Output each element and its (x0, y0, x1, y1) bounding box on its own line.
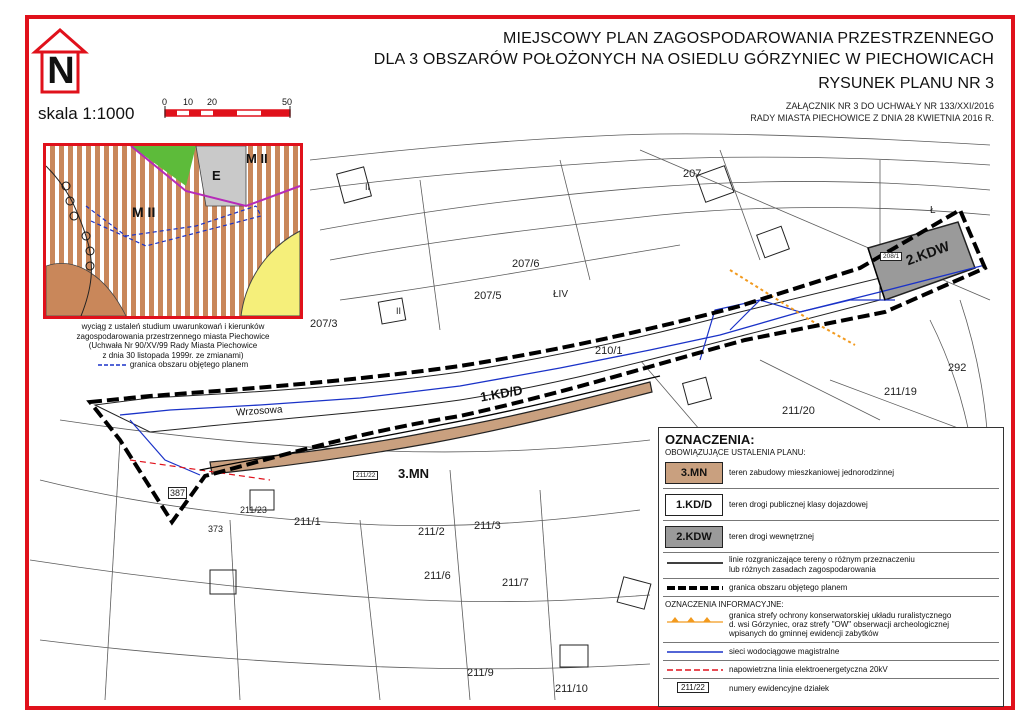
legend-binding-header: OBOWIĄZUJĄCE USTALENIA PLANU: (665, 448, 806, 457)
inset-label-e: E (212, 168, 221, 183)
legend-row-kdw (663, 522, 999, 553)
zone-label-mn: 3.MN (398, 466, 430, 481)
zone-label-kdd: 1.KD/D (479, 382, 524, 405)
parcel-label: 207/3 (310, 318, 338, 330)
swatch-kdw: 2.KDW (665, 526, 723, 548)
parcel-label: 211/2 (418, 526, 445, 538)
parcel-label: 387 (170, 488, 186, 498)
parcel-label: 373 (208, 524, 224, 534)
inset-caption-line: wyciąg z ustaleń studium uwarunkowań i kierunków (81, 322, 265, 331)
parcel-label: II (396, 306, 402, 316)
blue-line-icon (667, 650, 723, 654)
inset-caption-line: z dnia 30 listopada 1999r. ze zmianami) (102, 350, 244, 360)
swatch-mn: 3.MN (665, 462, 723, 484)
legend-row-water (663, 644, 999, 661)
study-extract-inset (43, 143, 303, 319)
inset-caption (43, 322, 303, 370)
zone-label-kdw: 2.KDW (903, 237, 952, 269)
scale-tick-10: 10 (183, 97, 194, 107)
inset-legend-item (43, 360, 303, 370)
inset-map (46, 146, 300, 316)
swatch-kdd: 1.KD/D (665, 494, 723, 516)
parcel-label: 207/6 (512, 258, 540, 270)
inset-label-mii-2: M II (246, 151, 268, 166)
legend-text-conservation-1: granica strefy ochrony konserwatorskiej układu ruralistycznego (729, 611, 952, 620)
street-name: Wrzosowa (235, 404, 283, 419)
legend-text-water: sieci wodociągowe magistralne (729, 647, 840, 656)
attachment-line-2: RADY MIASTA PIECHOWICE Z DNIA 28 KWIETNIA 2016 R. (750, 113, 994, 123)
legend-title: OZNACZENIA: (665, 432, 755, 447)
red-dashed-line-icon (667, 668, 723, 672)
parcel-label: 207 (683, 168, 702, 180)
legend-text-power: napowietrzna linia elektroenergetyczna 20kV (729, 665, 888, 674)
scale-tick-0: 0 (162, 97, 168, 107)
parcel-label: Ł (930, 205, 936, 216)
parcel-label: 211/20 (782, 405, 815, 417)
parcel-label: 211/1 (294, 516, 321, 528)
legend-row-power (663, 662, 999, 679)
legend-row-division (663, 554, 999, 579)
parcel-box-kdw: 208/1 (880, 252, 902, 261)
inset-legend-text: granica obszaru objętego planem (129, 360, 249, 369)
parcel-label: 292 (948, 362, 967, 374)
parcel-label: 207/5 (474, 290, 502, 302)
parcel-label: 211/3 (474, 520, 501, 532)
blue-dashed-line-icon (98, 362, 126, 368)
inset-label-mii-1: M II (132, 204, 156, 220)
legend-text-kdw: teren drogi wewnętrznej (729, 532, 814, 541)
parcel-label: 211/6 (424, 570, 451, 582)
solid-line-icon (667, 561, 723, 565)
orange-triangle-line-icon (667, 616, 723, 624)
legend-text-division-1: linie rozgraniczające tereny o różnym przeznaczeniu (729, 555, 915, 564)
parcel-label: 211/10 (555, 683, 588, 695)
legend-panel (658, 427, 1004, 707)
parcel-label: ŁIV (553, 289, 569, 300)
parcel-box-mn: 211/22 (353, 471, 378, 480)
scale-tick-20: 20 (207, 97, 218, 107)
legend-text-conservation-2: d. wsi Górzyniec, oraz strefy "OW" obserwacji archeologicznej (729, 620, 949, 629)
legend-text-parcel: numery ewidencyjne działek (729, 684, 830, 693)
parcel-box-icon: 211/22 (677, 682, 709, 693)
legend-text-division-2: lub różnych zasadach zagospodarowania (729, 565, 876, 574)
title-line-2: DLA 3 OBSZARÓW POŁOŻONYCH NA OSIEDLU GÓRZYNIEC W PIECHOWICACH (373, 51, 994, 68)
thick-dashed-line-icon (667, 585, 723, 591)
legend-text-boundary: granica obszaru objętego planem (729, 583, 848, 592)
parcel-label: II (365, 182, 371, 192)
legend-text-conservation-3: wpisanych do gminnej ewidencji zabytków (729, 629, 879, 638)
north-arrow-letter: N (47, 50, 75, 92)
parcel-label: 211/23 (240, 505, 267, 515)
legend-row-kdd (663, 490, 999, 521)
inset-caption-line: zagospodarowania przestrzennego miasta Piechowice (76, 331, 270, 341)
parcel-label: 211/19 (884, 386, 917, 398)
parcel-label: 211/7 (502, 577, 529, 589)
legend-row-conservation (663, 610, 999, 643)
legend-text-mn: teren zabudowy mieszkaniowej jednorodzinnej (729, 468, 894, 477)
inset-caption-line: (Uchwała Nr 90/XV/99 Rady Miasta Piechowice (88, 341, 258, 350)
legend-row-mn (663, 458, 999, 489)
title-line-1: MIEJSCOWY PLAN ZAGOSPODAROWANIA PRZESTRZENNEGO (502, 30, 994, 47)
legend-row-parcel (663, 680, 999, 698)
parcel-label: 210/1 (595, 345, 623, 357)
legend-text-kdd: teren drogi publicznej klasy dojazdowej (729, 500, 868, 509)
parcel-label: 211/9 (467, 667, 494, 679)
scale-tick-50: 50 (282, 97, 293, 107)
legend-info-header: OZNACZENIA INFORMACYJNE: (665, 600, 784, 609)
attachment-line-1: ZAŁĄCZNIK NR 3 DO UCHWAŁY NR 133/XXI/2016 (785, 101, 994, 111)
scale-label: skala 1:1000 (38, 104, 135, 123)
legend-row-boundary (663, 580, 999, 597)
title-line-3: RYSUNEK PLANU NR 3 (818, 75, 994, 92)
